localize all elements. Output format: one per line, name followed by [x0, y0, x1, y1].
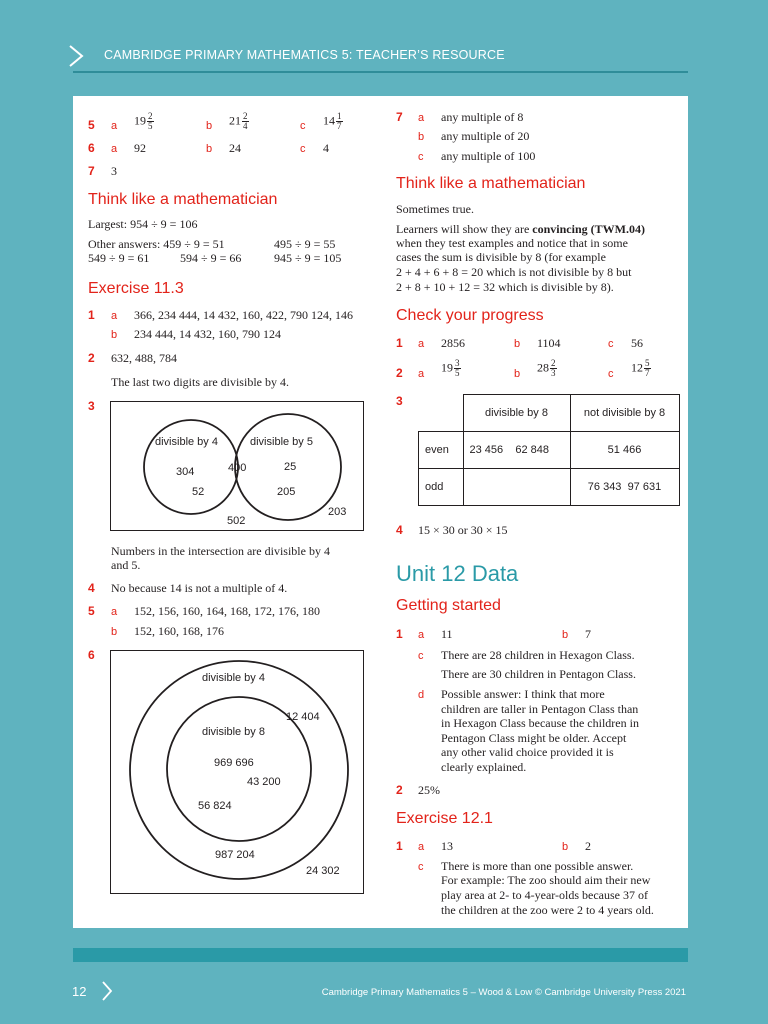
part-label: d	[418, 689, 425, 701]
answer-text: the children at the zoo were 2 to 4 years old.	[441, 903, 654, 917]
part-label: c	[300, 120, 306, 132]
question-number: 3	[396, 394, 403, 408]
part-label: a	[111, 606, 118, 618]
part-label: a	[418, 112, 425, 124]
answer-text: 2856	[441, 336, 465, 350]
answer-text: Pentagon Class might be older. Accept	[441, 731, 627, 745]
question-number: 6	[88, 141, 95, 155]
answer-text: 13	[441, 839, 453, 853]
unit-title: Unit 12 Data	[396, 561, 519, 586]
part-label: a	[111, 120, 118, 132]
answer-text: 11	[441, 627, 453, 641]
answer-text: any other valid choice provided it is	[441, 745, 614, 759]
part-label: a	[418, 841, 425, 853]
answer-text: and 5.	[111, 558, 141, 572]
part-label: b	[514, 368, 521, 380]
answer-text: 1104	[537, 336, 561, 350]
answer-text: 56	[631, 336, 643, 350]
answer-text: The last two digits are divisible by 4.	[111, 375, 289, 389]
answer-text: any multiple of 100	[441, 149, 536, 163]
answer-text: There are 30 children in Pentagon Class.	[441, 667, 636, 681]
part-label: c	[300, 143, 306, 155]
part-label: c	[418, 861, 424, 873]
answer-text: There is more than one possible answer.	[441, 859, 634, 873]
answer-text: any multiple of 20	[441, 129, 530, 143]
table-cell: 23 456 62 848	[463, 432, 570, 469]
table-header: not divisible by 8	[570, 395, 679, 432]
venn-value: 25	[284, 461, 297, 473]
venn-value: 400	[228, 462, 247, 474]
venn-value: 203	[328, 506, 347, 518]
answer-text: cases the sum is divisible by 8 (for example	[396, 250, 606, 264]
nested-value: 969 696	[214, 757, 254, 769]
mixed-number: 19 $\frac{2}{5}$	[134, 111, 153, 131]
answer-text: 2 + 4 + 6 + 8 = 20 which is not divisible by 8 but	[396, 265, 632, 279]
question-number: 7	[88, 164, 95, 178]
part-label: b	[418, 131, 425, 143]
mixed-number: 12 $\frac{5}{7}$	[631, 358, 650, 378]
header-divider	[73, 71, 688, 73]
part-label: b	[111, 626, 118, 638]
part-label: a	[111, 310, 118, 322]
answer-text: 632, 488, 784	[111, 351, 177, 365]
answer-text: in Hexagon Class because the children in	[441, 716, 639, 730]
part-label: a	[418, 338, 425, 350]
venn-value: 205	[277, 486, 296, 498]
nested-value: 24 302	[306, 865, 340, 877]
page-number: 12	[72, 984, 87, 999]
answer-text: 2	[585, 839, 591, 853]
venn-value: 52	[192, 486, 205, 498]
table-header: divisible by 8	[463, 395, 570, 432]
section-heading: Exercise 12.1	[396, 810, 493, 827]
answer-text: For example: The zoo should aim their new	[441, 873, 651, 887]
table-cell: 76 343 97 631	[570, 469, 679, 506]
answer-text: Sometimes true.	[396, 202, 474, 216]
venn-value: 502	[227, 515, 246, 527]
section-heading: Think like a mathematician	[396, 175, 586, 192]
nested-venn-diagram	[110, 650, 364, 894]
part-label: b	[514, 338, 521, 350]
answer-text: 24	[229, 141, 241, 155]
part-label: c	[608, 368, 614, 380]
question-number: 7	[396, 110, 403, 124]
answer-text: any multiple of 8	[441, 110, 524, 124]
answer-text: 4	[323, 141, 329, 155]
part-label: b	[111, 329, 118, 341]
part-label: a	[418, 368, 425, 380]
mixed-number: 28 $\frac{2}{3}$	[537, 358, 556, 378]
answer-text: 7	[585, 627, 591, 641]
nested-value: 12 404	[286, 711, 320, 723]
venn-value: 304	[176, 466, 195, 478]
mixed-number: 19 $\frac{3}{5}$	[441, 358, 460, 378]
question-number: 1	[88, 308, 95, 322]
chevron-right-icon	[100, 980, 114, 1002]
question-number: 5	[88, 118, 95, 132]
part-label: c	[418, 151, 424, 163]
section-heading: Think like a mathematician	[88, 191, 278, 208]
carroll-table	[418, 394, 680, 506]
part-label: c	[608, 338, 614, 350]
part-label: a	[418, 629, 425, 641]
inner-label: divisible by 8	[202, 726, 265, 738]
question-number: 2	[88, 351, 95, 365]
mixed-number: 21 $\frac{2}{4}$	[229, 111, 248, 131]
mixed-number: 14 $\frac{1}{7}$	[323, 111, 342, 131]
question-number: 1	[396, 839, 403, 853]
answer-text: 234 444, 14 432, 160, 790 124	[134, 327, 281, 341]
answer-text: 549 ÷ 9 = 61	[88, 251, 150, 265]
answer-text: Other answers: 459 ÷ 9 = 51	[88, 237, 225, 251]
answer-text: 152, 160, 168, 176	[134, 624, 224, 638]
answer-text: 594 ÷ 9 = 66	[180, 251, 242, 265]
answer-text: children are taller in Pentagon Class than	[441, 702, 639, 716]
answer-text: Possible answer: I think that more	[441, 687, 605, 701]
row-label: odd	[419, 469, 464, 506]
section-heading: Check your progress	[396, 307, 544, 324]
question-number: 2	[396, 783, 403, 797]
answer-text: Learners will show they are convincing (TWM.04)	[396, 222, 645, 236]
question-number: 2	[396, 366, 403, 380]
venn-right-label: divisible by 5	[250, 436, 313, 448]
nested-value: 43 200	[247, 776, 281, 788]
answer-text: when they test examples and notice that in some	[396, 236, 628, 250]
answer-text: 495 ÷ 9 = 55	[274, 237, 336, 251]
answer-text: 152, 156, 160, 164, 168, 172, 176, 180	[134, 604, 320, 618]
outer-label: divisible by 4	[202, 672, 265, 684]
answer-text: 92	[134, 141, 146, 155]
answer-text: 366, 234 444, 14 432, 160, 422, 790 124, 146	[134, 308, 353, 322]
answer-text: 3	[111, 164, 117, 178]
question-number: 4	[396, 523, 403, 537]
part-label: b	[206, 120, 213, 132]
answer-text: 2 + 8 + 10 + 12 = 32 which is divisible by 8).	[396, 280, 614, 294]
section-heading: Exercise 11.3	[88, 280, 184, 297]
footer-credit: Cambridge Primary Mathematics 5 – Wood & Low © Cambridge University Press 2021	[321, 987, 686, 998]
nested-value: 56 824	[198, 800, 232, 812]
part-label: c	[418, 650, 424, 662]
answer-text: play area at 2- to 4-year-olds because 37 of	[441, 888, 648, 902]
part-label: b	[562, 841, 569, 853]
part-label: a	[111, 143, 118, 155]
venn-left-label: divisible by 4	[155, 436, 218, 448]
question-number: 1	[396, 336, 403, 350]
nested-value: 987 204	[215, 849, 255, 861]
answer-text: 25%	[418, 783, 440, 797]
header-title: CAMBRIDGE PRIMARY MATHEMATICS 5: TEACHER’S RESOURCE	[104, 48, 505, 62]
part-label: b	[562, 629, 569, 641]
question-number: 4	[88, 581, 95, 595]
question-number: 1	[396, 627, 403, 641]
answer-text: clearly explained.	[441, 760, 527, 774]
section-heading: Getting started	[396, 597, 501, 614]
answer-text: There are 28 children in Hexagon Class.	[441, 648, 635, 662]
row-label: even	[419, 432, 464, 469]
venn-diagram	[110, 401, 364, 531]
table-cell: 51 466	[570, 432, 679, 469]
question-number: 3	[88, 399, 95, 413]
answer-text: 945 ÷ 9 = 105	[274, 251, 342, 265]
question-number: 6	[88, 648, 95, 662]
answer-text: Largest: 954 ÷ 9 = 106	[88, 217, 198, 231]
table-cell	[463, 469, 570, 506]
answer-text: Numbers in the intersection are divisible by 4	[111, 544, 330, 558]
answer-text: 15 × 30 or 30 × 15	[418, 523, 508, 537]
answer-text: No because 14 is not a multiple of 4.	[111, 581, 288, 595]
question-number: 5	[88, 604, 95, 618]
part-label: b	[206, 143, 213, 155]
footer-bar	[73, 948, 688, 962]
chevron-right-icon	[66, 44, 86, 68]
